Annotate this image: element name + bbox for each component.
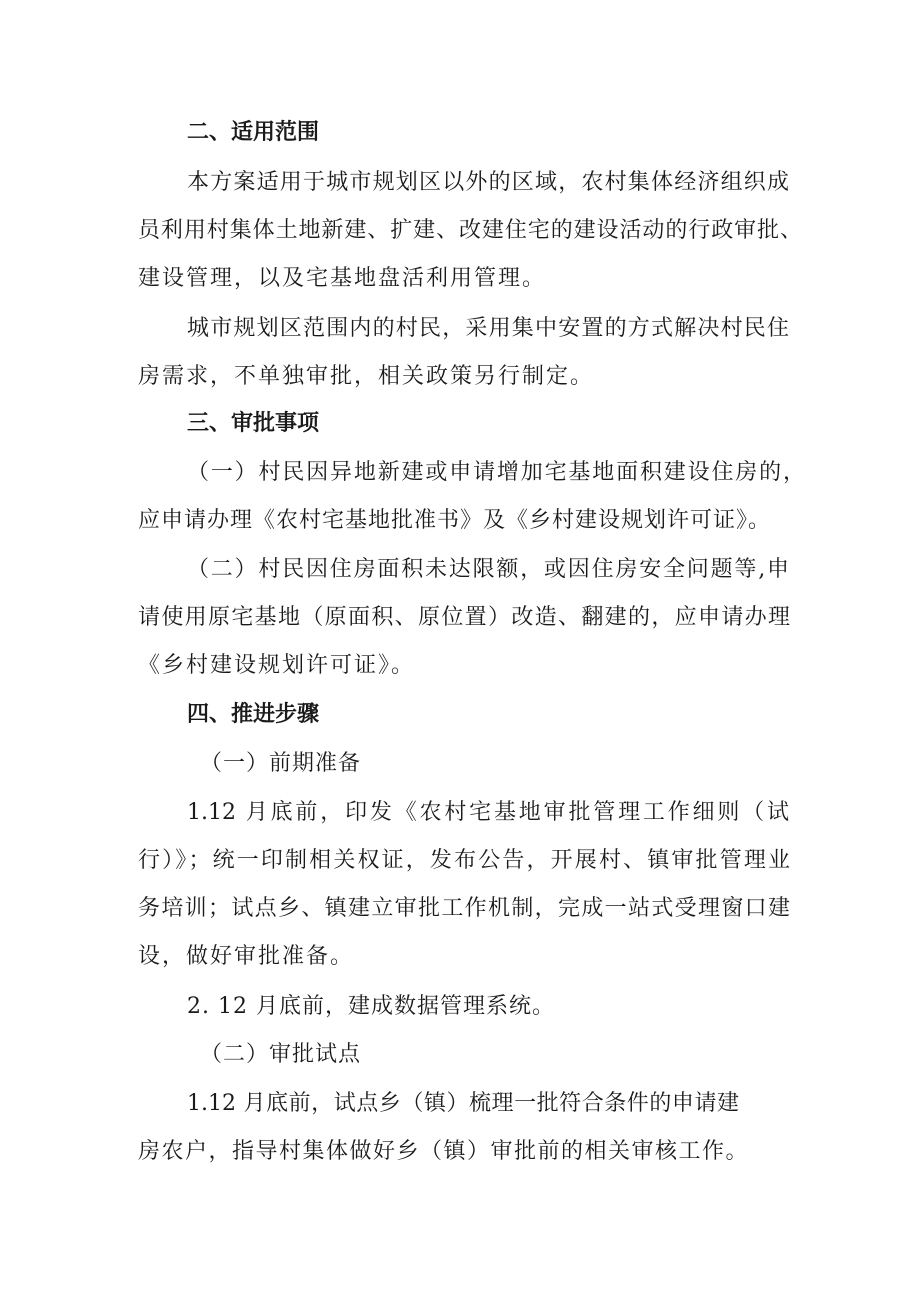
section-4-subheading-2: （二）审批试点 bbox=[200, 1042, 362, 1067]
section-3-heading: 三、审批事项 bbox=[187, 411, 320, 436]
section-3-item-2-line-3: 《乡村建设规划许可证》。 bbox=[138, 653, 416, 678]
section-2-heading: 二、适用范围 bbox=[187, 120, 320, 145]
section-3-item-2-line-1: （二）村民因住房面积未达限额，或因住房安全问题等,申 bbox=[187, 557, 789, 582]
section-4-sub-1-item-1-line-4: 设，做好审批准备。 bbox=[138, 944, 355, 969]
section-4-sub-1-item-2: 2. 12 月底前，建成数据管理系统。 bbox=[187, 994, 555, 1019]
section-4-sub-1-item-1-line-3: 务培训；试点乡、镇建立审批工作机制，完成一站式受理窗口建 bbox=[138, 896, 790, 921]
section-4-sub-2-item-1-line-2: 房农户，指导村集体做好乡（镇）审批前的相关审核工作。 bbox=[138, 1139, 750, 1164]
section-2-paragraph-2-line-2: 房需求，不单独审批，相关政策另行制定。 bbox=[138, 364, 595, 389]
section-4-subheading-1: （一）前期准备 bbox=[200, 751, 362, 776]
section-4-sub-1-item-1-line-2: 行）》；统一印制相关权证，发布公告，开展村、镇审批管理业 bbox=[138, 848, 790, 873]
section-2-paragraph-1-line-1: 本方案适用于城市规划区以外的区域，农村集体经济组织成 bbox=[187, 170, 789, 195]
section-4-sub-2-item-1-line-1: 1.12 月底前，试点乡（镇）梳理一批符合条件的申请建 bbox=[187, 1091, 739, 1116]
section-4-heading: 四、推进步骤 bbox=[187, 702, 320, 727]
section-3-item-1-line-2: 应申请办理《农村宅基地批准书》及《乡村建设规划许可证》。 bbox=[138, 508, 772, 533]
section-2-paragraph-1-line-3: 建设管理，以及宅基地盘活利用管理。 bbox=[138, 266, 547, 291]
section-4-sub-1-item-1-line-1: 1.12 月底前，印发《农村宅基地审批管理工作细则（试 bbox=[187, 800, 789, 825]
section-2-paragraph-2-line-1: 城市规划区范围内的村民，采用集中安置的方式解决村民住 bbox=[187, 316, 789, 341]
section-3-item-1-line-1: （一）村民因异地新建或申请增加宅基地面积建设住房的， bbox=[187, 460, 805, 485]
section-2-paragraph-1-line-2: 员利用村集体土地新建、扩建、改建住宅的建设活动的行政审批、 bbox=[138, 218, 802, 243]
section-3-item-2-line-2: 请使用原宅基地（原面积、原位置）改造、翻建的，应申请办理 bbox=[138, 605, 790, 630]
